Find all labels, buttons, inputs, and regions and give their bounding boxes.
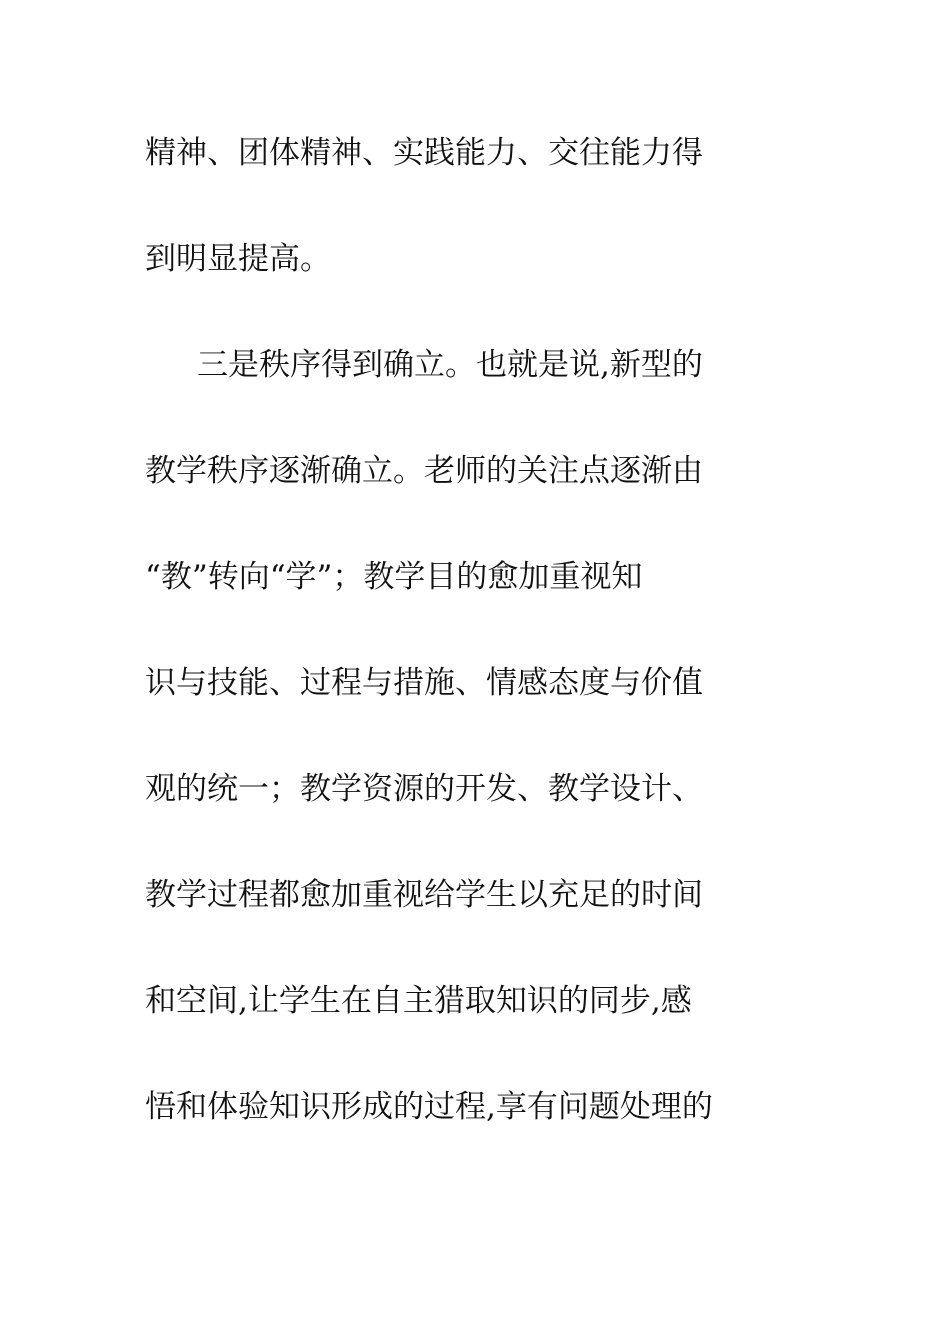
text-line: 到明显提高。 — [145, 241, 331, 277]
text-line: 观的统一；教学资源的开发、教学设计、 — [145, 771, 703, 807]
text-line: “教”转向“学”；教学目的愈加重视知 — [145, 559, 643, 595]
paragraph-start-line: 三是秩序得到确立。也就是说,新型的 — [197, 347, 703, 383]
text-line: 和空间,让学生在自主猎取知识的同步,感 — [145, 983, 692, 1019]
text-line: 识与技能、过程与措施、情感态度与价值 — [145, 665, 703, 701]
text-line: 悟和体验知识形成的过程,享有问题处理的 — [145, 1089, 713, 1125]
text-line: 教学过程都愈加重视给学生以充足的时间 — [145, 877, 703, 913]
body-text — [145, 118, 805, 1178]
text-line: 教学秩序逐渐确立。老师的关注点逐渐由 — [145, 453, 703, 489]
text-line: 精神、团体精神、实践能力、交往能力得 — [145, 135, 703, 171]
